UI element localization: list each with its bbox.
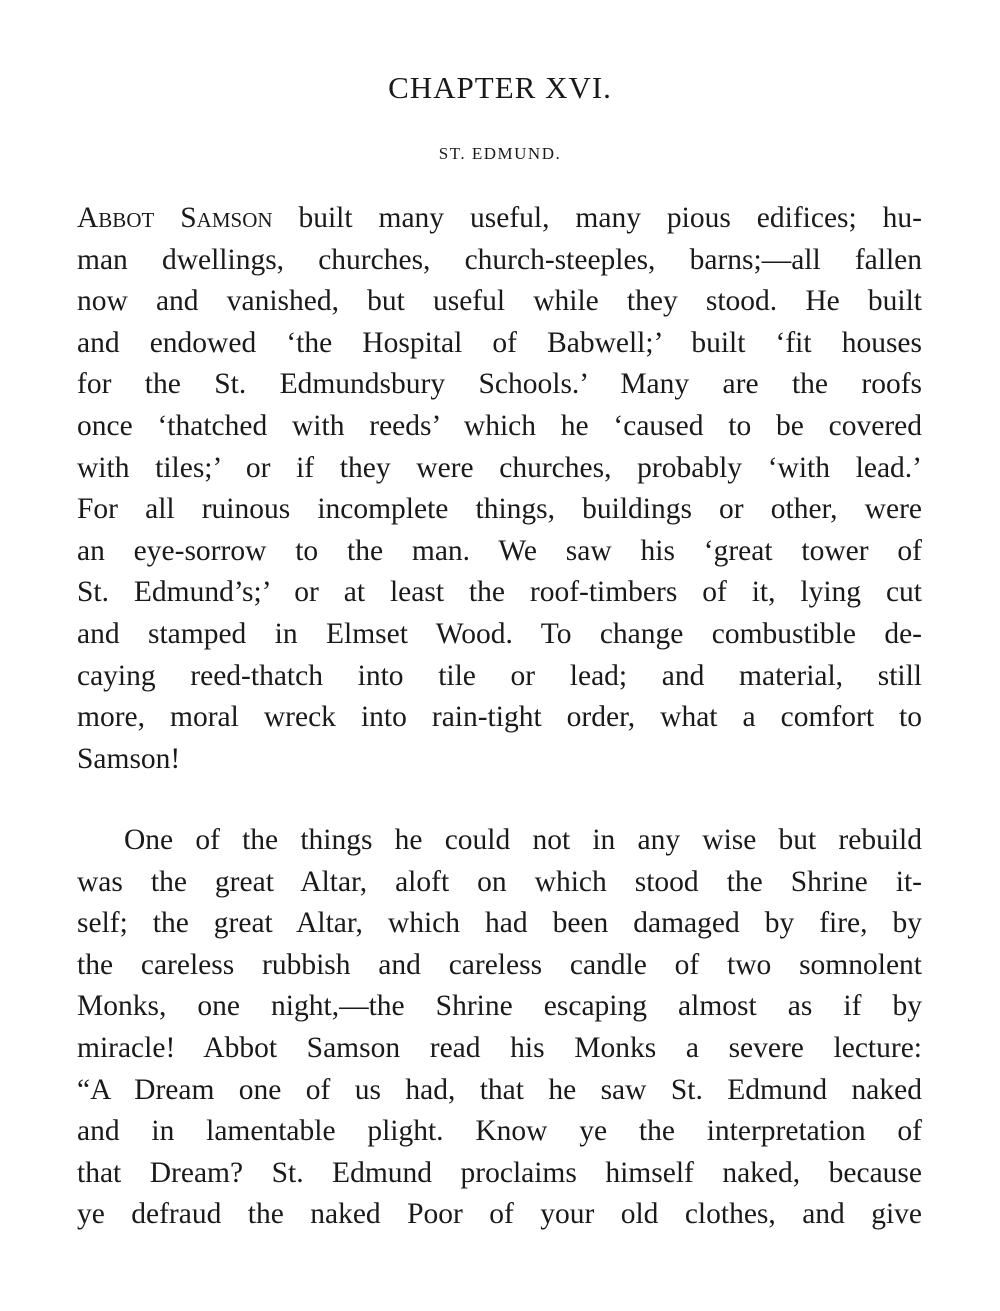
lead-space — [154, 202, 180, 234]
text-line: and in lamentable plight. Know ye the interpretation of — [77, 1115, 922, 1148]
text-line: For all ruinous incomplete things, buildings or other, were — [77, 493, 922, 526]
text-line: for the St. Edmundsbury Schools.’ Many are the roofs — [77, 368, 922, 401]
text-line: self; the great Altar, which had been damaged by fire, by — [77, 907, 922, 940]
text-line: was the great Altar, aloft on which stood the Shrine it- — [77, 865, 922, 898]
text-line: Samson! — [77, 742, 181, 775]
chapter-subtitle: ST. EDMUND. — [438, 144, 562, 163]
text-line: once ‘thatched with reeds’ which he ‘caused to be covered — [77, 409, 922, 442]
text-line: with tiles;’ or if they were churches, probably ‘with lead.’ — [77, 451, 922, 484]
text-line: that Dream? St. Edmund proclaims himself naked, because — [77, 1156, 922, 1189]
paragraph-2 — [77, 820, 922, 1236]
text-line: miracle! Abbot Samson read his Monks a severe lecture: — [77, 1031, 922, 1064]
line-text: built many useful, many pious edifices; hu- — [272, 202, 922, 234]
lead-word: Abbot — [77, 202, 155, 234]
text-line: One of the things he could not in any wise but rebuild — [124, 824, 922, 856]
text-line: and endowed ‘the Hospital of Babwell;’ built ‘fit houses — [77, 326, 922, 359]
text-line: more, moral wreck into rain-tight order, what a comfort to — [77, 701, 922, 734]
chapter-title: CHAPTER XVI. — [388, 70, 612, 105]
text-line: the careless rubbish and careless candle of two somnolent — [77, 948, 922, 981]
text-line: and stamped in Elmset Wood. To change combustible de- — [77, 617, 922, 650]
text-line: “A Dream one of us had, that he saw St. Edmund naked — [77, 1073, 922, 1106]
text-line: ye defraud the naked Poor of your old clothes, and give — [77, 1198, 922, 1231]
text-line: St. Edmund’s;’ or at least the roof-timbers of it, lying cut — [77, 576, 922, 609]
text-line: now and vanished, but useful while they stood. He built — [77, 285, 922, 318]
text-line — [77, 198, 922, 240]
paragraph-1 — [77, 198, 922, 780]
text-line: man dwellings, churches, church-steeples, barns;—all fallen — [77, 243, 922, 276]
text-line: caying reed-thatch into tile or lead; and material, still — [77, 659, 922, 692]
text-line: Monks, one night,—the Shrine escaping almost as if by — [77, 990, 922, 1023]
lead-word: Samson — [180, 202, 273, 234]
text-line: an eye-sorrow to the man. We saw his ‘great tower of — [77, 534, 922, 567]
